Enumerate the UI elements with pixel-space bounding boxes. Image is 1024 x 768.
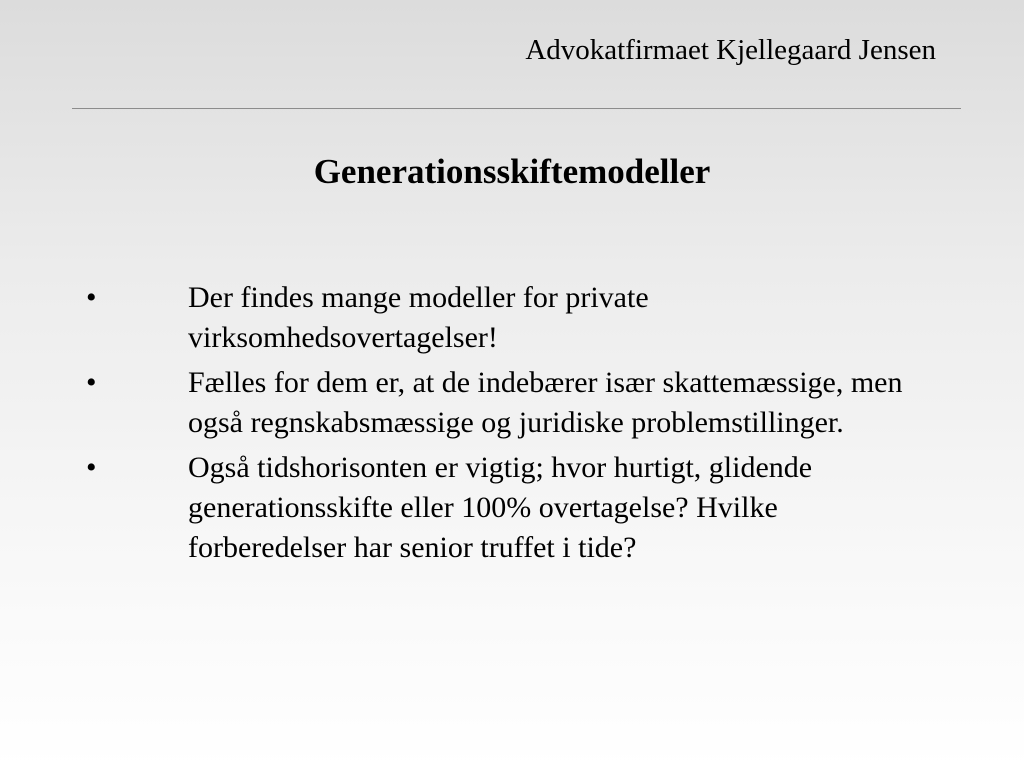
- bullet-marker: •: [86, 451, 97, 484]
- bullet-item: [84, 448, 944, 568]
- slide-title: Generationsskiftemodeller: [313, 152, 711, 191]
- firm-name-header: Advokatfirmaet Kjellegaard Jensen: [525, 34, 936, 66]
- bullet-item: [84, 278, 944, 358]
- header-divider: [72, 108, 961, 109]
- bullet-marker: •: [86, 366, 97, 399]
- bullet-list: [84, 278, 944, 573]
- bullet-item: [84, 363, 944, 443]
- bullet-text: Der findes mange modeller for private virksomhedsovertagelser!: [188, 281, 649, 354]
- bullet-text: Fælles for dem er, at de indebærer især skattemæssige, men også regnskabsmæssige og juridiske problemstillinger.: [188, 366, 903, 439]
- bullet-marker: •: [86, 281, 97, 314]
- bullet-text: Også tidshorisonten er vigtig; hvor hurtigt, glidende generationsskifte eller 100% overtagelse? Hvilke forberedelser har senior truffet i tide?: [188, 451, 813, 564]
